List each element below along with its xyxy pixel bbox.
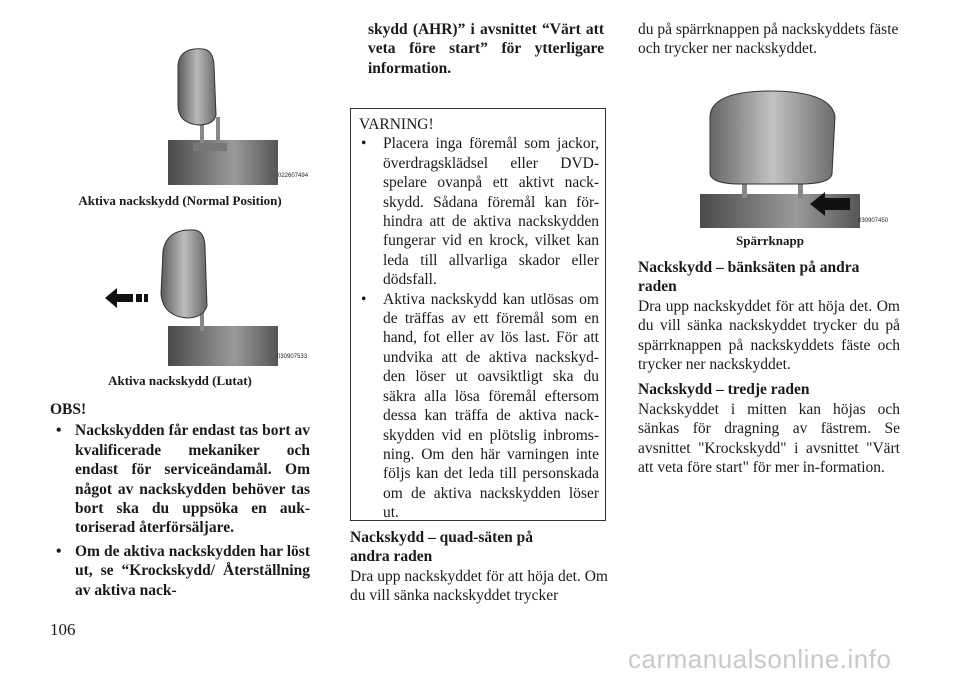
list-item bbox=[359, 134, 599, 289]
figure-code: 030907450 bbox=[858, 218, 889, 224]
figure-caption: Aktiva nackskydd (Lutat) bbox=[108, 373, 252, 388]
bullet-icon: • bbox=[56, 422, 62, 440]
section-text: Dra upp nackskyddet för att höja det. Om du vill sänka nackskyddet trycker du på spärrknappen på nackskyddets fäste och trycker ner nackskyddet. bbox=[638, 297, 900, 374]
list-item bbox=[50, 542, 310, 600]
direction-arrow-icon bbox=[105, 288, 133, 308]
right-sections bbox=[638, 258, 900, 477]
bullet-icon: • bbox=[361, 135, 367, 153]
section-heading: Nackskydd – quad-säten på andra raden bbox=[350, 529, 534, 566]
obs-title: OBS! bbox=[50, 401, 87, 418]
section-heading: Nackskydd – bänksäten på andra raden bbox=[638, 259, 860, 296]
warning-title: VARNING! bbox=[359, 116, 434, 133]
headrest-normal-figure bbox=[148, 45, 313, 185]
left-column bbox=[50, 400, 310, 600]
watermark: carmanualsonline.info bbox=[628, 644, 892, 674]
quad-section bbox=[350, 528, 608, 606]
right-continuation: du på spärrknappen på nackskyddets fäste och trycker ner nackskyddet. bbox=[638, 21, 899, 58]
lock-button-figure bbox=[680, 86, 900, 228]
list-item-text: Nackskydden får endast tas bort av kvalificerade mekaniker och endast för serviceändamål. Om något av nackskydden behöver tas bort ska du uppsöka en auk-toriserad återförsäljare. bbox=[75, 422, 310, 537]
bullet-icon: • bbox=[361, 290, 367, 308]
section-text: Dra upp nackskyddet för att höja det. Om du vill sänka nackskyddet trycker bbox=[350, 567, 608, 605]
bullet-icon: • bbox=[56, 542, 62, 560]
page-number: 106 bbox=[50, 620, 76, 639]
list-item-text: Om de aktiva nackskydden har löst ut, se “Krockskydd/ Återställning av aktiva nack- bbox=[75, 542, 310, 599]
figure-code: 030907533 bbox=[277, 354, 308, 360]
list-item-text: Placera inga föremål som jackor, överdragsklädsel eller DVD-spelare ovanpå ett aktivt nack-skydd. Sådana föremål kan för-hindra att de aktiva nackskydden fungerar vid en krock, vilket kan leda till allvarliga skador eller dödsfall. bbox=[383, 135, 599, 289]
list-item-text: Aktiva nackskydd kan utlösas om de träffas av ett föremål som en hand, fot eller av lös last. För att undvika att de aktiva nackskyd-den löser ut oavsiktligt ska du säkra alla lösa föremål eftersom dessa kan träffa de aktiva nack-skydden vid en plötslig inbroms-ning. Om den här varningen inte följs kan det leda till personskada om de aktiva nackskydden löser ut. bbox=[383, 290, 599, 522]
section-heading: Nackskydd – tredje raden bbox=[638, 381, 810, 399]
section-text: Nackskyddet i mitten kan höjas och sänkas för dragning av fästrem. Se avsnittet "Krockskydd" i avsnittet "Värt att veta före start" för mer in-formation. bbox=[638, 400, 900, 477]
list-item bbox=[50, 421, 310, 537]
list-item bbox=[359, 290, 599, 523]
headrest-tilted-figure bbox=[105, 226, 313, 366]
figure-code: 022607494 bbox=[278, 173, 309, 179]
figure-caption: Spärrknapp bbox=[736, 233, 804, 248]
middle-continuation: skydd (AHR)” i avsnittet “Värt att veta före start” för ytterligare information. bbox=[368, 21, 604, 77]
warning-box bbox=[350, 108, 606, 521]
figure-caption: Aktiva nackskydd (Normal Position) bbox=[78, 193, 282, 208]
